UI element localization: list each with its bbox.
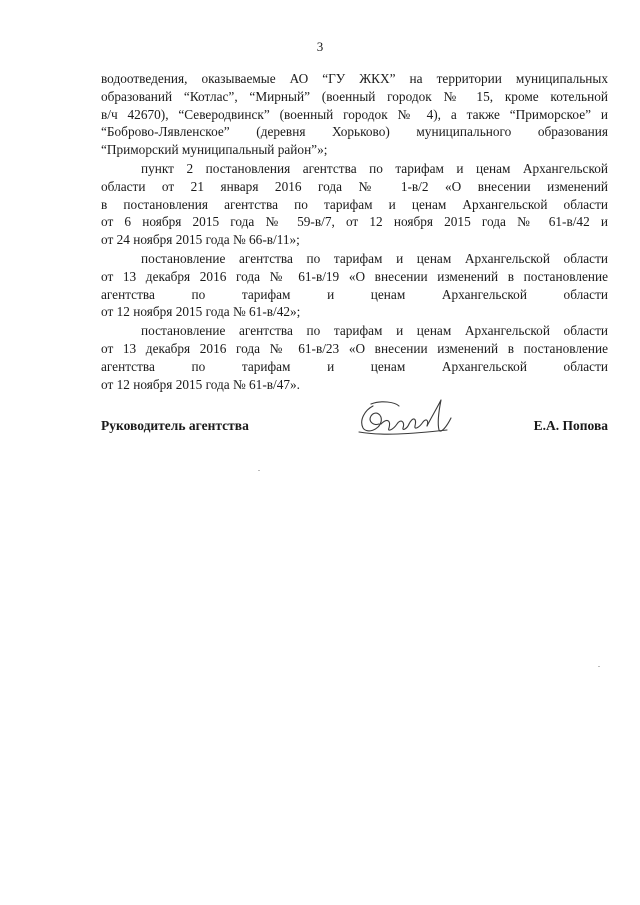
paragraph-3 (101, 250, 608, 321)
scan-speck (598, 666, 600, 667)
text-line: образований “Котлас”, “Мирный” (военный городок № 15, кроме котельной (101, 88, 608, 104)
paragraph-1 (101, 70, 608, 159)
text-line: “Боброво-Лявленское” (деревня Хорьково) муниципального образования (101, 124, 608, 140)
text-line: от 12 ноября 2015 года № 61-в/47». (101, 376, 300, 392)
text-line: от 6 ноября 2015 года № 59-в/7, от 12 ноября 2015 года № 61-в/42 и (101, 214, 608, 230)
text-line: в постановления агентства по тарифам и ценам Архангельской области (101, 196, 608, 212)
text-line: постановление агентства по тарифам и ценам Архангельской области (141, 323, 608, 339)
signatory-name: Е.А. Попова (533, 418, 608, 433)
paragraph-4 (101, 322, 608, 393)
signatory-title: Руководитель агентства (101, 418, 249, 433)
text-line: от 13 декабря 2016 года № 61-в/23 «О внесении изменений в постановление (101, 340, 608, 356)
text-line: водоотведения, оказываемые АО “ГУ ЖКХ” на территории муниципальных (101, 71, 608, 86)
text-line: постановление агентства по тарифам и ценам Архангельской области (141, 250, 608, 266)
paragraph-2 (101, 160, 608, 249)
text-line: от 24 ноября 2015 года № 66-в/11»; (101, 232, 300, 248)
text-line: в/ч 42670), “Северодвинск” (военный городок № 4), а также “Приморское” и (101, 106, 608, 122)
text-line: области от 21 января 2016 года № 1-в/2 «О внесении изменений (101, 178, 608, 194)
page-number: 3 (316, 39, 324, 54)
signature-block (101, 414, 608, 444)
text-line: агентства по тарифам и ценам Архангельской области (101, 358, 608, 374)
text-line: от 12 ноября 2015 года № 61-в/42»; (101, 304, 301, 320)
text-line: агентства по тарифам и ценам Архангельской области (101, 286, 608, 302)
handwritten-signature (351, 396, 461, 442)
text-line: пункт 2 постановления агентства по тарифам и ценам Архангельской (141, 160, 608, 176)
text-line: от 13 декабря 2016 года № 61-в/19 «О внесении изменений в постановление (101, 268, 608, 284)
scan-speck (258, 470, 260, 471)
text-line: “Приморский муниципальный район”»; (101, 142, 328, 158)
document-body (101, 70, 608, 394)
